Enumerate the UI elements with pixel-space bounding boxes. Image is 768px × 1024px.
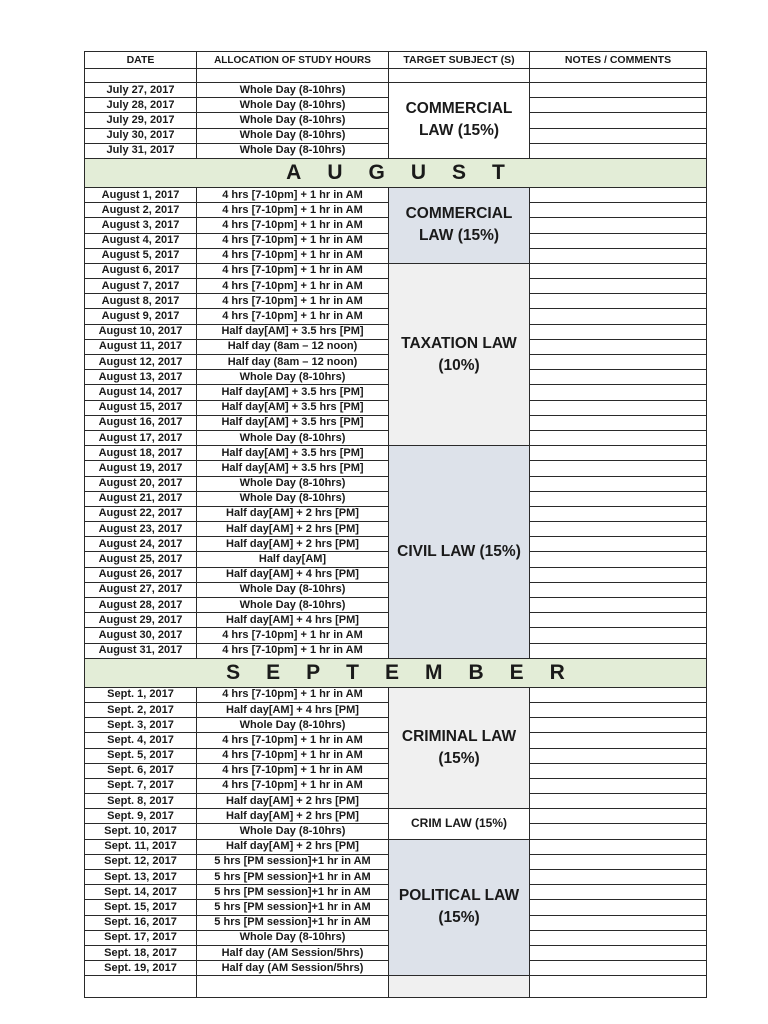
- hours-cell: Half day[AM] + 2 hrs [PM]: [197, 506, 389, 521]
- hours-cell: 5 hrs [PM session]+1 hr in AM: [197, 854, 389, 869]
- notes-cell[interactable]: [530, 400, 707, 415]
- date-cell: August 1, 2017: [85, 187, 197, 202]
- hours-cell: 5 hrs [PM session]+1 hr in AM: [197, 870, 389, 885]
- date-cell: July 31, 2017: [85, 143, 197, 158]
- date-cell: August 14, 2017: [85, 385, 197, 400]
- hours-cell: Whole Day (8-10hrs): [197, 930, 389, 945]
- date-cell: August 2, 2017: [85, 203, 197, 218]
- notes-cell[interactable]: [530, 370, 707, 385]
- date-cell: August 25, 2017: [85, 552, 197, 567]
- hours-cell: Half day[AM] + 2 hrs [PM]: [197, 809, 389, 824]
- notes-cell[interactable]: [530, 733, 707, 748]
- header-notes: NOTES / COMMENTS: [530, 52, 707, 69]
- notes-cell[interactable]: [530, 824, 707, 839]
- hours-cell: Half day[AM] + 4 hrs [PM]: [197, 613, 389, 628]
- hours-cell: Whole Day (8-10hrs): [197, 476, 389, 491]
- date-cell: August 5, 2017: [85, 248, 197, 263]
- date-cell: August 3, 2017: [85, 218, 197, 233]
- date-cell: August 31, 2017: [85, 643, 197, 658]
- notes-cell[interactable]: [530, 809, 707, 824]
- notes-cell[interactable]: [530, 218, 707, 233]
- subject-commercial-law-july: COMMERCIAL LAW (15%): [389, 83, 530, 159]
- hours-cell: Half day[AM] + 2 hrs [PM]: [197, 839, 389, 854]
- schedule-row: [85, 187, 707, 202]
- date-cell: July 29, 2017: [85, 113, 197, 128]
- hours-cell: 5 hrs [PM session]+1 hr in AM: [197, 900, 389, 915]
- hours-cell: 4 hrs [7-10pm] + 1 hr in AM: [197, 763, 389, 778]
- hours-cell: 4 hrs [7-10pm] + 1 hr in AM: [197, 309, 389, 324]
- date-cell: August 27, 2017: [85, 582, 197, 597]
- notes-cell[interactable]: [530, 461, 707, 476]
- notes-cell[interactable]: [530, 143, 707, 158]
- hours-cell: 4 hrs [7-10pm] + 1 hr in AM: [197, 628, 389, 643]
- date-cell: August 19, 2017: [85, 461, 197, 476]
- notes-cell[interactable]: [530, 430, 707, 445]
- blank-date-cell: [85, 976, 197, 998]
- notes-cell[interactable]: [530, 446, 707, 461]
- notes-cell[interactable]: [530, 113, 707, 128]
- notes-cell[interactable]: [530, 187, 707, 202]
- hours-cell: Half day[AM] + 2 hrs [PM]: [197, 522, 389, 537]
- notes-cell[interactable]: [530, 263, 707, 278]
- hours-cell: Half day[AM] + 2 hrs [PM]: [197, 794, 389, 809]
- hours-cell: 4 hrs [7-10pm] + 1 hr in AM: [197, 294, 389, 309]
- date-cell: August 6, 2017: [85, 263, 197, 278]
- hours-cell: Half day[AM]: [197, 552, 389, 567]
- hours-cell: Half day (AM Session/5hrs): [197, 945, 389, 960]
- hours-cell: 4 hrs [7-10pm] + 1 hr in AM: [197, 218, 389, 233]
- notes-cell[interactable]: [530, 567, 707, 582]
- date-cell: August 8, 2017: [85, 294, 197, 309]
- header-target-subject: TARGET SUBJECT (S): [389, 52, 530, 69]
- subject-crim-law-short: CRIM LAW (15%): [389, 809, 530, 839]
- date-cell: August 17, 2017: [85, 430, 197, 445]
- header-allocation: ALLOCATION OF STUDY HOURS: [197, 52, 389, 69]
- notes-cell[interactable]: [530, 613, 707, 628]
- hours-cell: Half day[AM] + 4 hrs [PM]: [197, 702, 389, 717]
- hours-cell: Half day[AM] + 2 hrs [PM]: [197, 537, 389, 552]
- notes-cell[interactable]: [530, 491, 707, 506]
- subject-political-law: POLITICAL LAW (15%): [389, 839, 530, 976]
- notes-cell[interactable]: [530, 309, 707, 324]
- hours-cell: Half day (8am – 12 noon): [197, 339, 389, 354]
- date-cell: Sept. 7, 2017: [85, 778, 197, 793]
- notes-cell[interactable]: [530, 233, 707, 248]
- header-row: [85, 52, 707, 69]
- subject-civil-law: CIVIL LAW (15%): [389, 446, 530, 659]
- notes-cell[interactable]: [530, 128, 707, 143]
- notes-cell[interactable]: [530, 582, 707, 597]
- trailing-blank-row: [85, 976, 707, 998]
- date-cell: July 27, 2017: [85, 83, 197, 98]
- notes-cell[interactable]: [530, 794, 707, 809]
- date-cell: Sept. 17, 2017: [85, 930, 197, 945]
- schedule-row: [85, 446, 707, 461]
- notes-cell[interactable]: [530, 839, 707, 854]
- date-cell: Sept. 2, 2017: [85, 702, 197, 717]
- notes-cell[interactable]: [530, 552, 707, 567]
- hours-cell: Whole Day (8-10hrs): [197, 598, 389, 613]
- date-cell: Sept. 6, 2017: [85, 763, 197, 778]
- notes-cell[interactable]: [530, 945, 707, 960]
- hours-cell: Half day[AM] + 3.5 hrs [PM]: [197, 461, 389, 476]
- date-cell: Sept. 14, 2017: [85, 885, 197, 900]
- notes-cell[interactable]: [530, 248, 707, 263]
- schedule-row: [85, 263, 707, 278]
- hours-cell: Whole Day (8-10hrs): [197, 113, 389, 128]
- date-cell: August 29, 2017: [85, 613, 197, 628]
- blank-subject-cell: [389, 69, 530, 83]
- date-cell: Sept. 15, 2017: [85, 900, 197, 915]
- notes-cell[interactable]: [530, 537, 707, 552]
- hours-cell: 4 hrs [7-10pm] + 1 hr in AM: [197, 263, 389, 278]
- blank-hours-cell: [197, 976, 389, 998]
- header-date: DATE: [85, 52, 197, 69]
- date-cell: Sept. 19, 2017: [85, 961, 197, 976]
- hours-cell: Whole Day (8-10hrs): [197, 824, 389, 839]
- hours-cell: 4 hrs [7-10pm] + 1 hr in AM: [197, 687, 389, 702]
- date-cell: Sept. 18, 2017: [85, 945, 197, 960]
- blank-notes-cell[interactable]: [530, 976, 707, 998]
- subject-taxation-law: TAXATION LAW (10%): [389, 263, 530, 445]
- hours-cell: Whole Day (8-10hrs): [197, 718, 389, 733]
- notes-cell[interactable]: [530, 885, 707, 900]
- date-cell: Sept. 4, 2017: [85, 733, 197, 748]
- blank-date-cell: [85, 69, 197, 83]
- blank-row: [85, 69, 707, 83]
- date-cell: August 7, 2017: [85, 279, 197, 294]
- month-banner-september-label: SEPTEMBER: [85, 658, 707, 687]
- date-cell: August 10, 2017: [85, 324, 197, 339]
- notes-cell[interactable]: [530, 763, 707, 778]
- date-cell: August 18, 2017: [85, 446, 197, 461]
- notes-cell[interactable]: [530, 854, 707, 869]
- hours-cell: Half day[AM] + 4 hrs [PM]: [197, 567, 389, 582]
- hours-cell: Whole Day (8-10hrs): [197, 370, 389, 385]
- study-schedule-sheet: [84, 51, 706, 998]
- hours-cell: 4 hrs [7-10pm] + 1 hr in AM: [197, 733, 389, 748]
- schedule-row: [85, 687, 707, 702]
- date-cell: August 21, 2017: [85, 491, 197, 506]
- notes-cell[interactable]: [530, 355, 707, 370]
- date-cell: August 11, 2017: [85, 339, 197, 354]
- date-cell: August 9, 2017: [85, 309, 197, 324]
- notes-cell[interactable]: [530, 294, 707, 309]
- hours-cell: Whole Day (8-10hrs): [197, 83, 389, 98]
- date-cell: August 28, 2017: [85, 598, 197, 613]
- notes-cell[interactable]: [530, 598, 707, 613]
- blank-hours-cell: [197, 69, 389, 83]
- date-cell: Sept. 16, 2017: [85, 915, 197, 930]
- hours-cell: 4 hrs [7-10pm] + 1 hr in AM: [197, 643, 389, 658]
- notes-cell[interactable]: [530, 279, 707, 294]
- subject-commercial-law-august: COMMERCIAL LAW (15%): [389, 187, 530, 263]
- notes-cell[interactable]: [530, 643, 707, 658]
- date-cell: Sept. 1, 2017: [85, 687, 197, 702]
- notes-cell[interactable]: [530, 415, 707, 430]
- notes-cell[interactable]: [530, 930, 707, 945]
- notes-cell[interactable]: [530, 522, 707, 537]
- date-cell: Sept. 9, 2017: [85, 809, 197, 824]
- hours-cell: 4 hrs [7-10pm] + 1 hr in AM: [197, 279, 389, 294]
- notes-cell[interactable]: [530, 748, 707, 763]
- date-cell: Sept. 8, 2017: [85, 794, 197, 809]
- notes-cell[interactable]: [530, 98, 707, 113]
- hours-cell: Half day[AM] + 3.5 hrs [PM]: [197, 385, 389, 400]
- schedule-row: [85, 83, 707, 98]
- schedule-row: [85, 839, 707, 854]
- hours-cell: 4 hrs [7-10pm] + 1 hr in AM: [197, 203, 389, 218]
- hours-cell: Whole Day (8-10hrs): [197, 430, 389, 445]
- notes-cell[interactable]: [530, 961, 707, 976]
- hours-cell: Whole Day (8-10hrs): [197, 128, 389, 143]
- notes-cell[interactable]: [530, 83, 707, 98]
- hours-cell: 5 hrs [PM session]+1 hr in AM: [197, 915, 389, 930]
- schedule-row: [85, 809, 707, 824]
- hours-cell: Half day[AM] + 3.5 hrs [PM]: [197, 446, 389, 461]
- date-cell: August 26, 2017: [85, 567, 197, 582]
- notes-cell[interactable]: [530, 506, 707, 521]
- date-cell: July 28, 2017: [85, 98, 197, 113]
- hours-cell: 4 hrs [7-10pm] + 1 hr in AM: [197, 187, 389, 202]
- hours-cell: 5 hrs [PM session]+1 hr in AM: [197, 885, 389, 900]
- month-banner-september: [85, 658, 707, 687]
- hours-cell: 4 hrs [7-10pm] + 1 hr in AM: [197, 778, 389, 793]
- subject-criminal-law: CRIMINAL LAW (15%): [389, 687, 530, 809]
- date-cell: August 23, 2017: [85, 522, 197, 537]
- date-cell: Sept. 11, 2017: [85, 839, 197, 854]
- date-cell: Sept. 3, 2017: [85, 718, 197, 733]
- blank-notes-cell[interactable]: [530, 69, 707, 83]
- notes-cell[interactable]: [530, 339, 707, 354]
- hours-cell: Half day (AM Session/5hrs): [197, 961, 389, 976]
- date-cell: Sept. 10, 2017: [85, 824, 197, 839]
- blank-subject-cell: [389, 976, 530, 998]
- notes-cell[interactable]: [530, 203, 707, 218]
- notes-cell[interactable]: [530, 385, 707, 400]
- date-cell: August 16, 2017: [85, 415, 197, 430]
- notes-cell[interactable]: [530, 718, 707, 733]
- notes-cell[interactable]: [530, 324, 707, 339]
- notes-cell[interactable]: [530, 476, 707, 491]
- date-cell: August 4, 2017: [85, 233, 197, 248]
- schedule-table: [84, 51, 707, 998]
- hours-cell: Half day (8am – 12 noon): [197, 355, 389, 370]
- hours-cell: Half day[AM] + 3.5 hrs [PM]: [197, 324, 389, 339]
- date-cell: Sept. 12, 2017: [85, 854, 197, 869]
- month-banner-august-label: AUGUST: [85, 158, 707, 187]
- date-cell: August 30, 2017: [85, 628, 197, 643]
- date-cell: August 22, 2017: [85, 506, 197, 521]
- date-cell: August 20, 2017: [85, 476, 197, 491]
- hours-cell: Whole Day (8-10hrs): [197, 491, 389, 506]
- notes-cell[interactable]: [530, 778, 707, 793]
- hours-cell: Whole Day (8-10hrs): [197, 143, 389, 158]
- hours-cell: 4 hrs [7-10pm] + 1 hr in AM: [197, 248, 389, 263]
- notes-cell[interactable]: [530, 687, 707, 702]
- date-cell: Sept. 13, 2017: [85, 870, 197, 885]
- date-cell: August 15, 2017: [85, 400, 197, 415]
- date-cell: August 24, 2017: [85, 537, 197, 552]
- date-cell: July 30, 2017: [85, 128, 197, 143]
- hours-cell: 4 hrs [7-10pm] + 1 hr in AM: [197, 748, 389, 763]
- hours-cell: Half day[AM] + 3.5 hrs [PM]: [197, 415, 389, 430]
- date-cell: Sept. 5, 2017: [85, 748, 197, 763]
- hours-cell: 4 hrs [7-10pm] + 1 hr in AM: [197, 233, 389, 248]
- hours-cell: Whole Day (8-10hrs): [197, 582, 389, 597]
- notes-cell[interactable]: [530, 870, 707, 885]
- schedule-body: [85, 69, 707, 998]
- notes-cell[interactable]: [530, 900, 707, 915]
- month-banner-august: [85, 158, 707, 187]
- date-cell: August 13, 2017: [85, 370, 197, 385]
- notes-cell[interactable]: [530, 702, 707, 717]
- notes-cell[interactable]: [530, 628, 707, 643]
- date-cell: August 12, 2017: [85, 355, 197, 370]
- hours-cell: Half day[AM] + 3.5 hrs [PM]: [197, 400, 389, 415]
- hours-cell: Whole Day (8-10hrs): [197, 98, 389, 113]
- notes-cell[interactable]: [530, 915, 707, 930]
